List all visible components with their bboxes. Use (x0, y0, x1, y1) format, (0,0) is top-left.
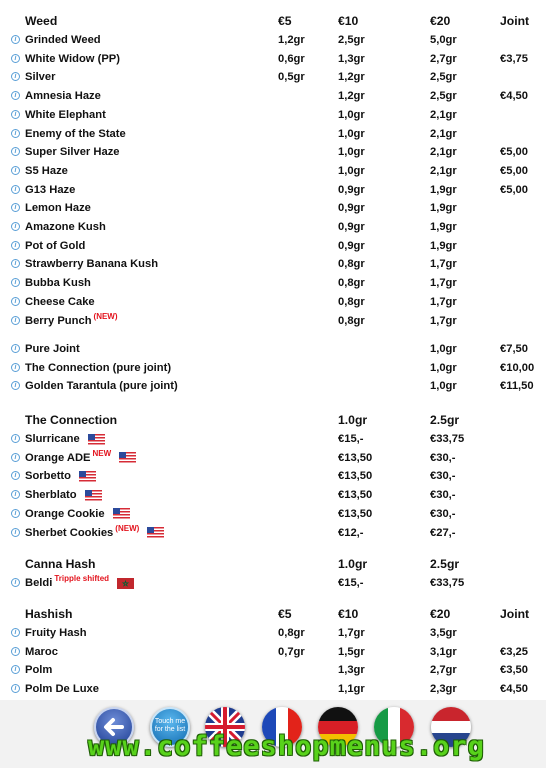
product-label: Super Silver Haze (25, 146, 120, 159)
info-icon[interactable]: i (11, 647, 20, 656)
product-name (25, 430, 105, 448)
info-icon[interactable]: i (11, 91, 20, 100)
product-name (25, 624, 87, 642)
info-icon[interactable]: i (11, 203, 20, 212)
brand-url[interactable]: www.coffeeshopmenus.org (88, 731, 485, 762)
product-label: G13 Haze (25, 183, 76, 196)
menu-item-row (0, 68, 546, 86)
price-p10: 0,8gr (338, 258, 365, 271)
info-icon[interactable]: i (11, 241, 20, 250)
price-p20: 3,1gr (430, 645, 457, 658)
new-badge: (NEW) (115, 523, 140, 533)
info-icon[interactable]: i (11, 528, 20, 537)
product-name (25, 255, 158, 273)
product-name (25, 524, 164, 543)
menu-item-row (0, 162, 546, 180)
product-label: Bubba Kush (25, 277, 91, 290)
product-label: Polm (25, 664, 53, 677)
us-flag-icon (85, 489, 102, 500)
price-p20: 2,1gr (430, 146, 457, 159)
price-p20: 1,7gr (430, 295, 457, 308)
product-label: Enemy of the State (25, 127, 126, 140)
price-p5: 0,7gr (278, 645, 305, 658)
price-p10: 0,9gr (338, 183, 365, 196)
info-icon[interactable]: i (11, 222, 20, 231)
price-p10: 0,9gr (338, 202, 365, 215)
price-p20: 3,5gr (430, 627, 457, 639)
language-footer (0, 700, 546, 768)
price-p10: 2,5gr (338, 34, 365, 46)
info-icon[interactable]: i (11, 54, 20, 63)
price-joint: €7,50 (500, 343, 528, 355)
menu-item-row (0, 106, 546, 124)
product-name (25, 449, 136, 468)
price-p20: 1,0gr (430, 361, 457, 374)
product-label: Golden Tarantula (pure joint) (25, 380, 178, 393)
info-icon[interactable]: i (11, 129, 20, 138)
product-label: Amazone Kush (25, 221, 106, 233)
price-p10: 1,7gr (338, 627, 365, 639)
price-p5: 0,5gr (278, 71, 305, 84)
menu-item-row (0, 181, 546, 199)
product-label: Silver (25, 71, 56, 84)
price-p10: 1,0gr (338, 108, 365, 121)
info-icon[interactable]: i (11, 628, 20, 637)
product-label: Orange Cookie (25, 507, 105, 520)
price-p20: 1,9gr (430, 183, 457, 196)
menu-item-row (0, 486, 546, 504)
morocco-flag-icon (117, 577, 134, 588)
price-p20: 2,3gr (430, 683, 457, 696)
menu-item-row (0, 218, 546, 236)
us-flag-icon (119, 451, 136, 462)
new-badge: NEW (92, 448, 112, 458)
section-header (0, 605, 546, 623)
section-header (0, 12, 546, 30)
price-p20: €27,- (430, 526, 456, 539)
price-p20: 2,7gr (430, 664, 457, 677)
menu-item-row (0, 524, 546, 542)
price-p10: €13,50 (338, 489, 373, 502)
price-p20: 1,7gr (430, 277, 457, 290)
product-label: Grinded Weed (25, 34, 101, 46)
menu-item-row (0, 293, 546, 311)
price-p5: 0,6gr (278, 52, 305, 65)
product-name (25, 162, 68, 180)
us-flag-icon (113, 507, 130, 518)
new-badge: (NEW) (93, 311, 118, 321)
info-icon[interactable]: i (11, 471, 20, 480)
price-p10: 1,0gr (338, 164, 365, 177)
price-p5: 0,8gr (278, 627, 305, 639)
menu-item-row (0, 274, 546, 292)
section-title: The Connection (25, 413, 118, 427)
product-name (25, 125, 126, 143)
column-header: €20 (430, 14, 451, 28)
price-p20: 2,5gr (430, 90, 457, 103)
price-p5: 1,2gr (278, 34, 305, 46)
info-icon[interactable]: i (11, 363, 20, 372)
price-p20: 1,9gr (430, 202, 457, 215)
product-name (25, 87, 101, 105)
new-badge: Tripple shifted (54, 574, 110, 583)
price-p10: 1,2gr (338, 90, 365, 103)
product-name (25, 237, 85, 255)
menu-item-row (0, 50, 546, 68)
price-joint: €3,50 (500, 664, 528, 677)
product-label: Polm De Luxe (25, 683, 99, 696)
info-icon[interactable]: i (11, 434, 20, 443)
price-p20: 2,1gr (430, 108, 457, 121)
product-name (25, 293, 95, 311)
price-p10: 1,0gr (338, 127, 365, 140)
product-label: The Connection (pure joint) (25, 361, 172, 374)
product-name (25, 643, 58, 661)
product-label: Slurricane (25, 433, 80, 445)
info-icon[interactable]: i (11, 259, 20, 268)
product-label: Strawberry Banana Kush (25, 258, 159, 271)
price-p20: 2,5gr (430, 71, 457, 84)
price-p20: €30,- (430, 489, 456, 502)
menu-item-row (0, 87, 546, 105)
product-name (25, 486, 102, 504)
product-label: Sherbet Cookies (25, 526, 114, 539)
us-flag-icon (79, 470, 96, 481)
price-p20: 2,1gr (430, 127, 457, 140)
product-name (25, 359, 171, 377)
price-p10: 1,3gr (338, 52, 365, 65)
product-label: Berry Punch (25, 314, 92, 327)
price-p10: €13,50 (338, 507, 373, 520)
menu-item-row (0, 255, 546, 273)
product-name (25, 106, 106, 124)
product-name (25, 50, 120, 68)
info-icon[interactable]: i (11, 665, 20, 674)
menu-item-row (0, 359, 546, 377)
us-flag-icon (88, 433, 105, 444)
column-header: 1.0gr (338, 557, 368, 571)
info-icon[interactable]: i (11, 278, 20, 287)
column-header: 2.5gr (430, 557, 460, 571)
price-p20: 2,7gr (430, 52, 457, 65)
us-flag-icon (147, 526, 164, 537)
product-name (25, 680, 99, 698)
menu-item-row (0, 199, 546, 217)
info-icon[interactable]: i (11, 147, 20, 156)
column-header: €5 (278, 14, 292, 28)
info-icon[interactable]: i (11, 578, 20, 587)
price-p20: 1,0gr (430, 343, 457, 355)
product-name (25, 467, 96, 485)
menu-item-row (0, 624, 546, 642)
menu-item-row (0, 449, 546, 467)
price-p20: €30,- (430, 507, 456, 520)
product-label: Amnesia Haze (25, 90, 101, 103)
price-joint: €10,00 (500, 361, 535, 374)
price-p10: 1,0gr (338, 146, 365, 159)
price-p10: 1,1gr (338, 683, 365, 696)
price-p20: 2,1gr (430, 164, 457, 177)
product-name (25, 274, 91, 292)
menu-item-row (0, 377, 546, 395)
product-name (25, 181, 75, 199)
column-header: €5 (278, 607, 292, 621)
product-name (25, 574, 134, 593)
price-p20: 1,7gr (430, 258, 457, 271)
product-label: Pure Joint (25, 343, 80, 355)
column-header: €10 (338, 14, 359, 28)
column-header: €20 (430, 607, 451, 621)
info-icon[interactable]: i (11, 185, 20, 194)
product-label: Orange ADE (25, 451, 91, 464)
column-header: €10 (338, 607, 359, 621)
info-icon[interactable]: i (11, 166, 20, 175)
section-title: Canna Hash (25, 557, 96, 571)
info-icon[interactable]: i (11, 453, 20, 462)
menu-item-row (0, 125, 546, 143)
price-p10: €15,- (338, 577, 364, 589)
menu-item-row (0, 143, 546, 161)
menu-item-row (0, 505, 546, 523)
touch-list-label: Touch me for the list (154, 718, 186, 733)
price-joint: €5,00 (500, 164, 528, 177)
product-name (25, 218, 106, 236)
product-name (25, 340, 80, 358)
price-p20: €30,- (430, 451, 456, 464)
info-icon[interactable]: i (11, 381, 20, 390)
price-p20: €33,75 (430, 577, 465, 589)
menu-item-row (0, 312, 546, 330)
product-label: Fruity Hash (25, 627, 87, 639)
price-p10: €15,- (338, 433, 364, 445)
section-title: Hashish (25, 607, 73, 621)
price-joint: €4,50 (500, 90, 528, 103)
price-joint: €3,75 (500, 52, 528, 65)
section-header (0, 411, 546, 429)
menu-item-row (0, 661, 546, 679)
info-icon[interactable]: i (11, 110, 20, 119)
menu-item-row (0, 680, 546, 698)
price-p20: 1,9gr (430, 221, 457, 233)
price-joint: €5,00 (500, 146, 528, 159)
price-p10: 0,8gr (338, 277, 365, 290)
info-icon[interactable]: i (11, 297, 20, 306)
price-p20: €30,- (430, 470, 456, 483)
product-label: Cheese Cake (25, 295, 95, 308)
price-p10: 1,5gr (338, 645, 365, 658)
menu-item-row (0, 340, 546, 358)
price-joint: €11,50 (500, 380, 534, 393)
price-p10: €13,50 (338, 470, 373, 483)
column-header: Joint (500, 14, 530, 28)
column-header: 1.0gr (338, 413, 368, 427)
info-icon[interactable]: i (11, 509, 20, 518)
info-icon[interactable]: i (11, 684, 20, 693)
column-header: 2.5gr (430, 413, 460, 427)
price-joint: €5,00 (500, 183, 528, 196)
product-name (25, 505, 130, 523)
price-p20: 1,7gr (430, 314, 457, 327)
product-label: Lemon Haze (25, 202, 91, 215)
product-label: Sorbetto (25, 470, 71, 483)
product-label: Sherblato (25, 489, 77, 502)
product-label: Beldi (25, 577, 53, 589)
product-name (25, 199, 91, 217)
price-p10: 0,9gr (338, 239, 365, 252)
price-p10: €13,50 (338, 451, 373, 464)
info-icon[interactable]: i (11, 72, 20, 81)
info-icon[interactable]: i (11, 490, 20, 499)
product-name (25, 68, 55, 86)
product-name (25, 661, 52, 679)
info-icon[interactable]: i (11, 35, 20, 44)
price-joint: €4,50 (500, 683, 528, 696)
menu-item-row (0, 574, 546, 592)
product-label: White Elephant (25, 108, 106, 121)
product-label: Maroc (25, 645, 58, 658)
menu-item-row (0, 237, 546, 255)
price-p10: 0,9gr (338, 221, 365, 233)
price-p10: 1,3gr (338, 664, 365, 677)
price-p10: 0,8gr (338, 295, 365, 308)
menu-item-row (0, 31, 546, 49)
menu-item-row (0, 430, 546, 448)
price-p10: 1,2gr (338, 71, 365, 84)
price-p20: 5,0gr (430, 34, 457, 46)
menu-item-row (0, 643, 546, 661)
section-title: Weed (25, 14, 58, 28)
product-name (25, 377, 178, 395)
section-header (0, 555, 546, 573)
price-p20: €33,75 (430, 433, 465, 445)
product-label: White Widow (PP) (25, 52, 120, 65)
product-name (25, 143, 120, 161)
info-icon[interactable]: i (11, 316, 20, 325)
price-p10: 0,8gr (338, 314, 365, 327)
product-name (25, 312, 118, 331)
price-p20: 1,9gr (430, 239, 457, 252)
product-name (25, 31, 101, 49)
price-p20: 1,0gr (430, 380, 457, 393)
menu-item-row (0, 467, 546, 485)
product-label: Pot of Gold (25, 239, 86, 252)
info-icon[interactable]: i (11, 344, 20, 353)
product-label: S5 Haze (25, 164, 68, 177)
column-header: Joint (500, 607, 530, 621)
price-p10: €12,- (338, 526, 364, 539)
price-joint: €3,25 (500, 645, 528, 658)
